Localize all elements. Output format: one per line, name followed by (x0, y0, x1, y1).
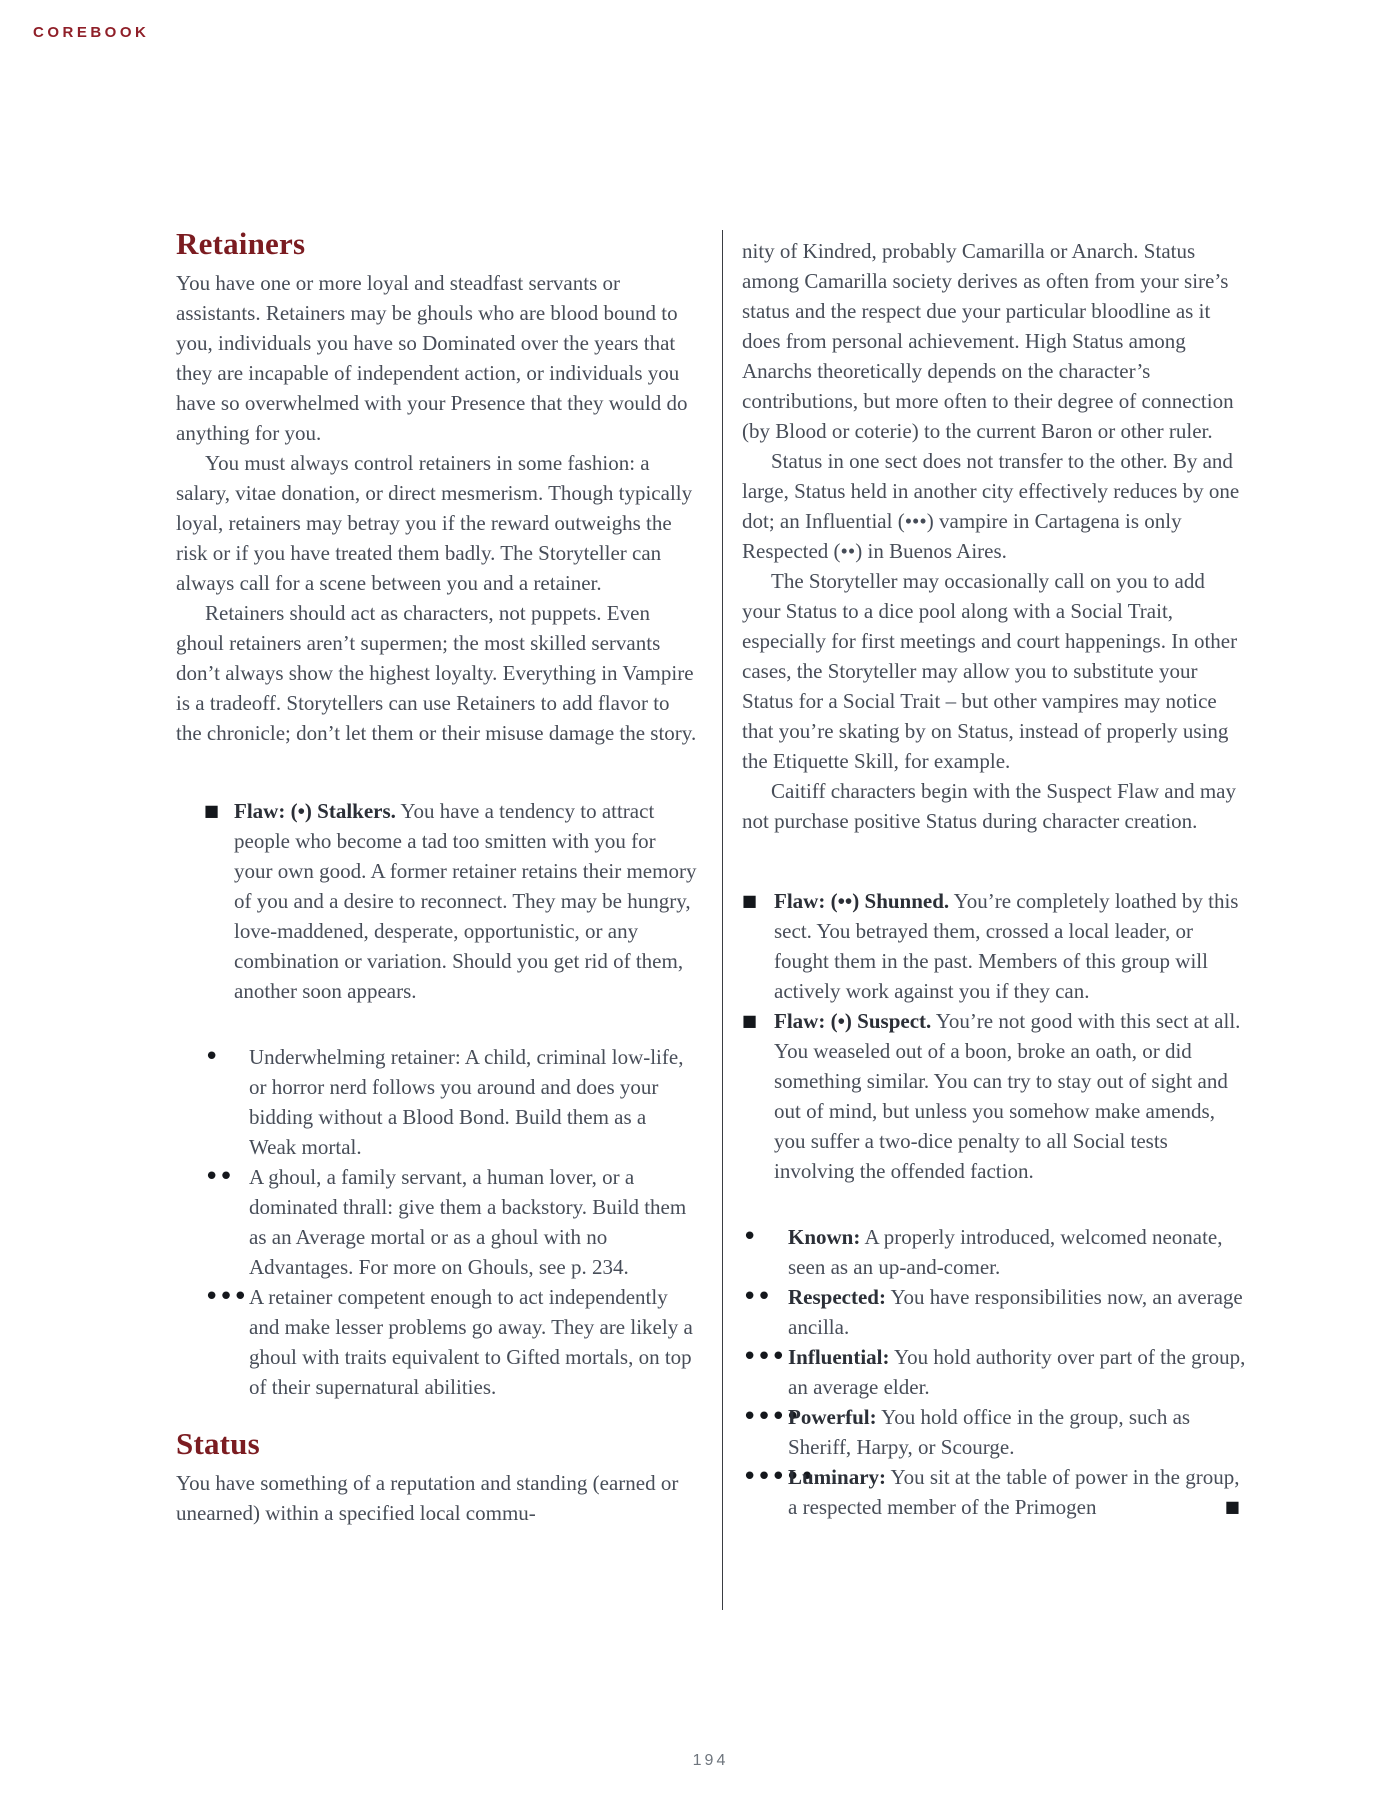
dot-rating-icon: • (204, 1042, 219, 1072)
dot-rating-icon: •••• (742, 1402, 800, 1432)
flaw-label: Flaw: (•) Suspect. (774, 1009, 932, 1033)
section-heading-retainers: Retainers (176, 226, 306, 261)
flaw-list (176, 796, 697, 1006)
flaw-item (176, 796, 697, 1006)
list-item (742, 1342, 1246, 1402)
status-level-description: You have responsibilities now, an average ancilla. (788, 1285, 1243, 1339)
list-item-text (788, 1282, 1246, 1342)
list-item (176, 1162, 697, 1282)
section-end-icon: ■ (1224, 1497, 1240, 1516)
flaw-item (742, 1006, 1246, 1186)
list-item (742, 1402, 1246, 1462)
dot-rating-icon: ••• (204, 1282, 248, 1312)
status-level-label: Luminary: (788, 1465, 887, 1489)
list-item-text: A ghoul, a family servant, a human lover, or a dominated thrall: give them a backstory. Build them as an Average mortal or as a ghoul with no Advantages. For more on Ghouls, see p. 234. (249, 1165, 687, 1279)
flaw-label: Flaw: (••) Shunned. (774, 889, 950, 913)
status-level-description: A properly introduced, welcomed neonate, seen as an up-and-comer. (788, 1225, 1223, 1279)
flaw-text (774, 886, 1246, 1006)
paragraph: You have something of a reputation and standing (earned or unearned) within a specified local commu- (176, 1471, 679, 1525)
paragraph: The Storyteller may occasionally call on you to add your Status to a dice pool along with a Social Trait, especially for first meetings and court happenings. In other cases, the Storyteller may allow you to substitute your Status for a Social Trait – but other vampires may notice that you’re skating by on Status, instead of properly using the Etiquette Skill, for example. (742, 569, 1238, 773)
list-item (176, 1282, 697, 1402)
flaw-label: Flaw: (•) Stalkers. (234, 799, 396, 823)
status-level-label: Powerful: (788, 1405, 877, 1429)
flaw-description: You’re completely loathed by this sect. You betrayed them, crossed a local leader, or fought them in the past. Members of this group will actively work against you if they can. (774, 889, 1239, 1003)
list-item-text (788, 1462, 1246, 1522)
square-bullet-icon: ■ (742, 891, 758, 910)
right-column (742, 236, 1246, 1522)
status-level-label: Respected: (788, 1285, 886, 1309)
paragraph: Caitiff characters begin with the Suspect Flaw and may not purchase positive Status during character creation. (742, 779, 1236, 833)
list-item-text (788, 1402, 1246, 1462)
status-level-description: You hold office in the group, such as Sheriff, Harpy, or Scourge. (788, 1405, 1191, 1459)
status-level-description: You sit at the table of power in the group, a respected member of the Primogen (788, 1465, 1240, 1519)
dot-rating-icon: •• (742, 1282, 771, 1312)
dot-rating-list (176, 1042, 697, 1402)
square-bullet-icon: ■ (742, 1011, 758, 1030)
paragraph: You must always control retainers in some fashion: a salary, vitae donation, or direct mesmerism. Though typically loyal, retainers may betray you if the reward outweighs the risk or if you have treated them badly. The Storyteller can always call for a scene between you and a retainer. (176, 451, 693, 595)
flaw-item (742, 886, 1246, 1006)
status-level-label: Influential: (788, 1345, 890, 1369)
list-item (742, 1282, 1246, 1342)
flaw-list (742, 886, 1246, 1186)
list-item (176, 1042, 697, 1162)
column-divider (722, 230, 723, 1610)
paragraph: You have one or more loyal and steadfast servants or assistants. Retainers may be ghouls who are blood bound to you, individuals you have so Dominated over the years that they are incapable of independent action, or individuals you have so overwhelmed with your Presence that they would do anything for you. (176, 271, 688, 445)
dot-rating-icon: ••••• (742, 1462, 814, 1492)
paragraph: Retainers should act as characters, not puppets. Even ghoul retainers aren’t supermen; the most skilled servants don’t always show the highest loyalty. Everything in Vampire is a tradeoff. Storytellers can use Retainers to add flavor to the chronicle; don’t let them or their misuse damage the story. (176, 601, 697, 745)
list-item-text (788, 1342, 1246, 1402)
flaw-text (774, 1006, 1246, 1186)
page-number: 194 (692, 1752, 729, 1769)
paragraph: Status in one sect does not transfer to the other. By and large, Status held in another city effectively reduces by one dot; an Influential (•••) vampire in Cartagena is only Respected (••) in Buenos Aires. (742, 449, 1240, 563)
status-level-label: Known: (788, 1225, 861, 1249)
dot-rating-icon: ••• (742, 1342, 786, 1372)
status-level-description: You hold authority over part of the group, an average elder. (788, 1345, 1246, 1399)
left-column (176, 228, 697, 1528)
square-bullet-icon: ■ (204, 801, 220, 820)
kicker-text: COREBOOK (33, 24, 150, 41)
paragraph: nity of Kindred, probably Camarilla or Anarch. Status among Camarilla society derives as often from your sire’s status and the respect due your particular bloodline as it does from personal achievement. High Status among Anarchs theoretically depends on the character’s contributions, but more often to their degree of connection (by Blood or coterie) to the current Baron or other ruler. (742, 239, 1234, 443)
list-item-text: Underwhelming retainer: A child, criminal low-life, or horror nerd follows you around and does your bidding without a Blood Bond. Build them as a Weak mortal. (249, 1045, 684, 1159)
flaw-description: You’re not good with this sect at all. You weaseled out of a boon, broke an oath, or did something similar. You can try to stay out of sight and out of mind, but unless you somehow make amends, you suffer a two-dice penalty to all Social tests involving the offended faction. (774, 1009, 1241, 1183)
list-item-text: A retainer competent enough to act independently and make lesser problems go away. They are likely a ghoul with traits equivalent to Gifted mortals, on top of their supernatural abilities. (249, 1285, 693, 1399)
dot-rating-icon: •• (204, 1162, 233, 1192)
list-item (742, 1222, 1246, 1282)
dot-rating-icon: • (742, 1222, 757, 1252)
flaw-description: You have a tendency to attract people who become a tad too smitten with you for your own good. A former retainer retains their memory of you and a desire to reconnect. They may be hungry, love-maddened, desperate, opportunistic, or any combination or variation. Should you get rid of them, another soon appears. (234, 799, 697, 1003)
section-heading-status: Status (176, 1426, 260, 1461)
list-item (742, 1462, 1246, 1522)
status-rating-list (742, 1222, 1246, 1522)
list-item-text (788, 1222, 1246, 1282)
flaw-text (234, 796, 697, 1006)
